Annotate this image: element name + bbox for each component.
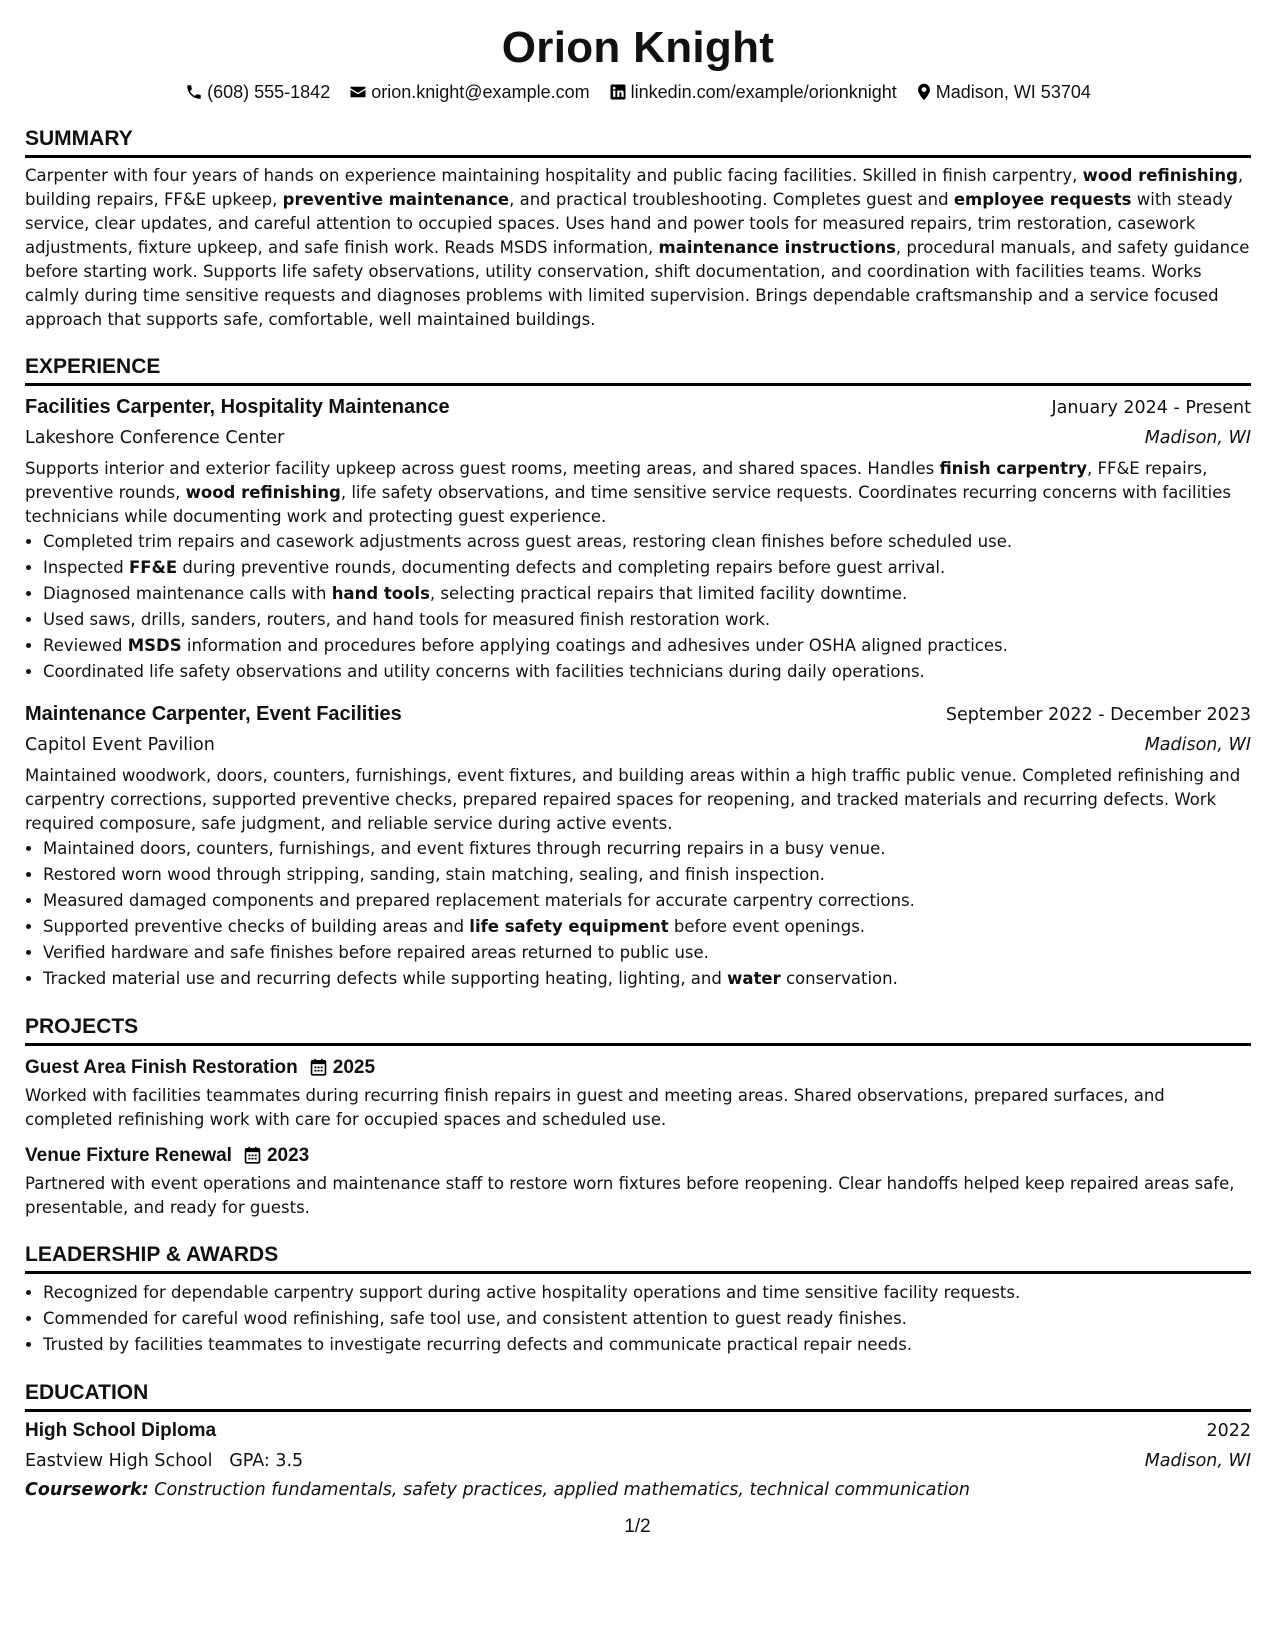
list-item: • Measured damaged components and prepared replacement materials for accurate carpentry corrections. — [43, 888, 1251, 914]
contact-location — [916, 80, 1091, 104]
job-bullets — [25, 836, 1251, 992]
linkedin-icon — [609, 83, 627, 101]
list-item: • Maintained doors, counters, furnishings, and event fixtures through recurring repairs in a busy venue. — [43, 836, 1251, 862]
school-location: Madison, WI — [1144, 1451, 1251, 1471]
list-item: • Verified hardware and safe finishes before repaired areas returned to public use. — [43, 940, 1251, 966]
job-title: Maintenance Carpenter, Event Facilities — [25, 703, 402, 725]
summary-heading: SUMMARY — [25, 126, 1251, 158]
project-year: 2023 — [266, 1145, 310, 1166]
project-entry — [25, 1142, 1251, 1220]
project-description: Partnered with event operations and maintenance staff to restore worn fixtures before reopening. Clear handoffs helped keep repaired areas safe, presentable, and ready for guests. — [25, 1174, 1235, 1217]
project-title: Guest Area Finish Restoration — [25, 1057, 298, 1078]
projects-section — [25, 1014, 1251, 1220]
leadership-heading: LEADERSHIP & AWARDS — [25, 1242, 1251, 1274]
job-description: Maintained woodwork, doors, counters, furnishings, event fixtures, and building areas within a high traffic public venue. Completed refinishing and carpentry corrections, supported preventive checks, prepared repaired spaces for reopening, and tracked materials and recurring defects. Work required composure, safe judgment, and reliable service during active events. — [25, 766, 1241, 833]
contact-bar — [25, 80, 1251, 104]
leadership-list — [25, 1280, 1251, 1358]
leadership-section — [25, 1242, 1251, 1358]
coursework-label: Coursework: — [25, 1480, 149, 1500]
job-organization: Lakeshore Conference Center — [25, 428, 285, 448]
summary-section — [25, 126, 1251, 332]
list-item: • Used saws, drills, sanders, routers, and hand tools for measured finish restoration work. — [43, 607, 1251, 633]
summary-text: Carpenter with four years of hands on experience maintaining hospitality and public facing facilities. Skilled in finish carpentry, wood refinishing, building repairs, FF&E upkeep, preventive maintenance, and practical troubleshooting. Completes guest and employee requests with steady service, clear updates, and careful attention to occupied spaces. Uses hand and power tools for measured repairs, trim restoration, casework adjustments, fixture upkeep, and safe finish work. Reads MSDS information, maintenance instructions, procedural manuals, and safety guidance before starting work. Supports life safety observations, utility conservation, shift documentation, and coordination with facilities teams. Works calmly during time sensitive requests and diagnoses problems with limited supervision. Brings dependable craftsmanship and a service focused approach that supports safe, comfortable, well maintained buildings. — [25, 166, 1250, 329]
calendar-icon — [310, 1058, 327, 1076]
list-item: • Restored worn wood through stripping, sanding, stain matching, sealing, and finish inspection. — [43, 862, 1251, 888]
job-location: Madison, WI — [1144, 428, 1251, 448]
degree-title: High School Diploma — [25, 1420, 217, 1441]
job-dates: January 2024 - Present — [1051, 398, 1251, 418]
job-description: Supports interior and exterior facility upkeep across guest rooms, meeting areas, and shared spaces. Handles finish carpentry, FF&E repairs, preventive rounds, wood refinishing, life safety observations, and time sensitive service requests. Coordinates recurring concerns with facilities technicians while documenting work and protecting guest experience. — [25, 459, 1231, 526]
list-item: • Trusted by facilities teammates to investigate recurring defects and communicate practical repair needs. — [43, 1332, 1251, 1358]
phone-text: (608) 555-1842 — [207, 82, 331, 102]
list-item: • Completed trim repairs and casework adjustments across guest areas, restoring clean finishes before scheduled use. — [43, 529, 1251, 555]
resume-page — [25, 0, 1251, 1504]
list-item: • Reviewed MSDS information and procedures before applying coatings and adhesives under OSHA aligned practices. — [43, 633, 1251, 659]
list-item: • Tracked material use and recurring defects while supporting heating, lighting, and water conservation. — [43, 966, 1251, 992]
projects-heading: PROJECTS — [25, 1014, 1251, 1046]
contact-email[interactable] — [349, 80, 589, 104]
school-name: Eastview High School — [25, 1451, 213, 1471]
job-entry — [25, 392, 1251, 685]
job-dates: September 2022 - December 2023 — [945, 705, 1251, 725]
envelope-icon — [349, 83, 367, 101]
job-title: Facilities Carpenter, Hospitality Maintenance — [25, 396, 450, 418]
list-item: • Coordinated life safety observations and utility concerns with facilities technicians during daily operations. — [43, 659, 1251, 685]
education-heading: EDUCATION — [25, 1380, 1251, 1412]
experience-heading: EXPERIENCE — [25, 354, 1251, 386]
coursework-text: Construction fundamentals, safety practices, applied mathematics, technical communication — [148, 1480, 970, 1500]
linkedin-text: linkedin.com/example/orionknight — [630, 82, 897, 102]
page-number: 1/2 — [624, 1516, 651, 1537]
project-title: Venue Fixture Renewal — [25, 1145, 232, 1166]
job-entry — [25, 699, 1251, 992]
graduation-year: 2022 — [1206, 1421, 1251, 1441]
project-entry — [25, 1054, 1251, 1132]
contact-phone[interactable] — [185, 80, 330, 104]
project-description: Worked with facilities teammates during recurring finish repairs in guest and meeting areas. Shared observations, prepared surfaces, and completed refinishing work with care for occupied spaces and scheduled use. — [25, 1086, 1165, 1129]
job-location: Madison, WI — [1144, 735, 1251, 755]
phone-icon — [185, 83, 203, 101]
calendar-icon — [244, 1146, 261, 1164]
candidate-name: Orion Knight — [501, 23, 775, 72]
map-pin-icon — [916, 83, 932, 101]
list-item: • Inspected FF&E during preventive rounds, documenting defects and completing repairs before guest arrival. — [43, 555, 1251, 581]
job-organization: Capitol Event Pavilion — [25, 735, 215, 755]
school-line — [25, 1446, 303, 1476]
email-text: orion.knight@example.com — [371, 82, 590, 102]
list-item: • Diagnosed maintenance calls with hand tools, selecting practical repairs that limited facility downtime. — [43, 581, 1251, 607]
experience-section — [25, 354, 1251, 992]
education-section — [25, 1380, 1251, 1504]
contact-linkedin[interactable] — [609, 80, 897, 104]
list-item: • Supported preventive checks of building areas and life safety equipment before event openings. — [43, 914, 1251, 940]
location-text: Madison, WI 53704 — [935, 82, 1091, 102]
list-item: • Recognized for dependable carpentry support during active hospitality operations and time sensitive facility requests. — [43, 1280, 1251, 1306]
coursework — [25, 1476, 1251, 1504]
job-bullets — [25, 529, 1251, 685]
project-year: 2025 — [332, 1057, 376, 1078]
gpa: GPA: 3.5 — [229, 1451, 304, 1471]
list-item: • Commended for careful wood refinishing, safe tool use, and consistent attention to guest ready finishes. — [43, 1306, 1251, 1332]
